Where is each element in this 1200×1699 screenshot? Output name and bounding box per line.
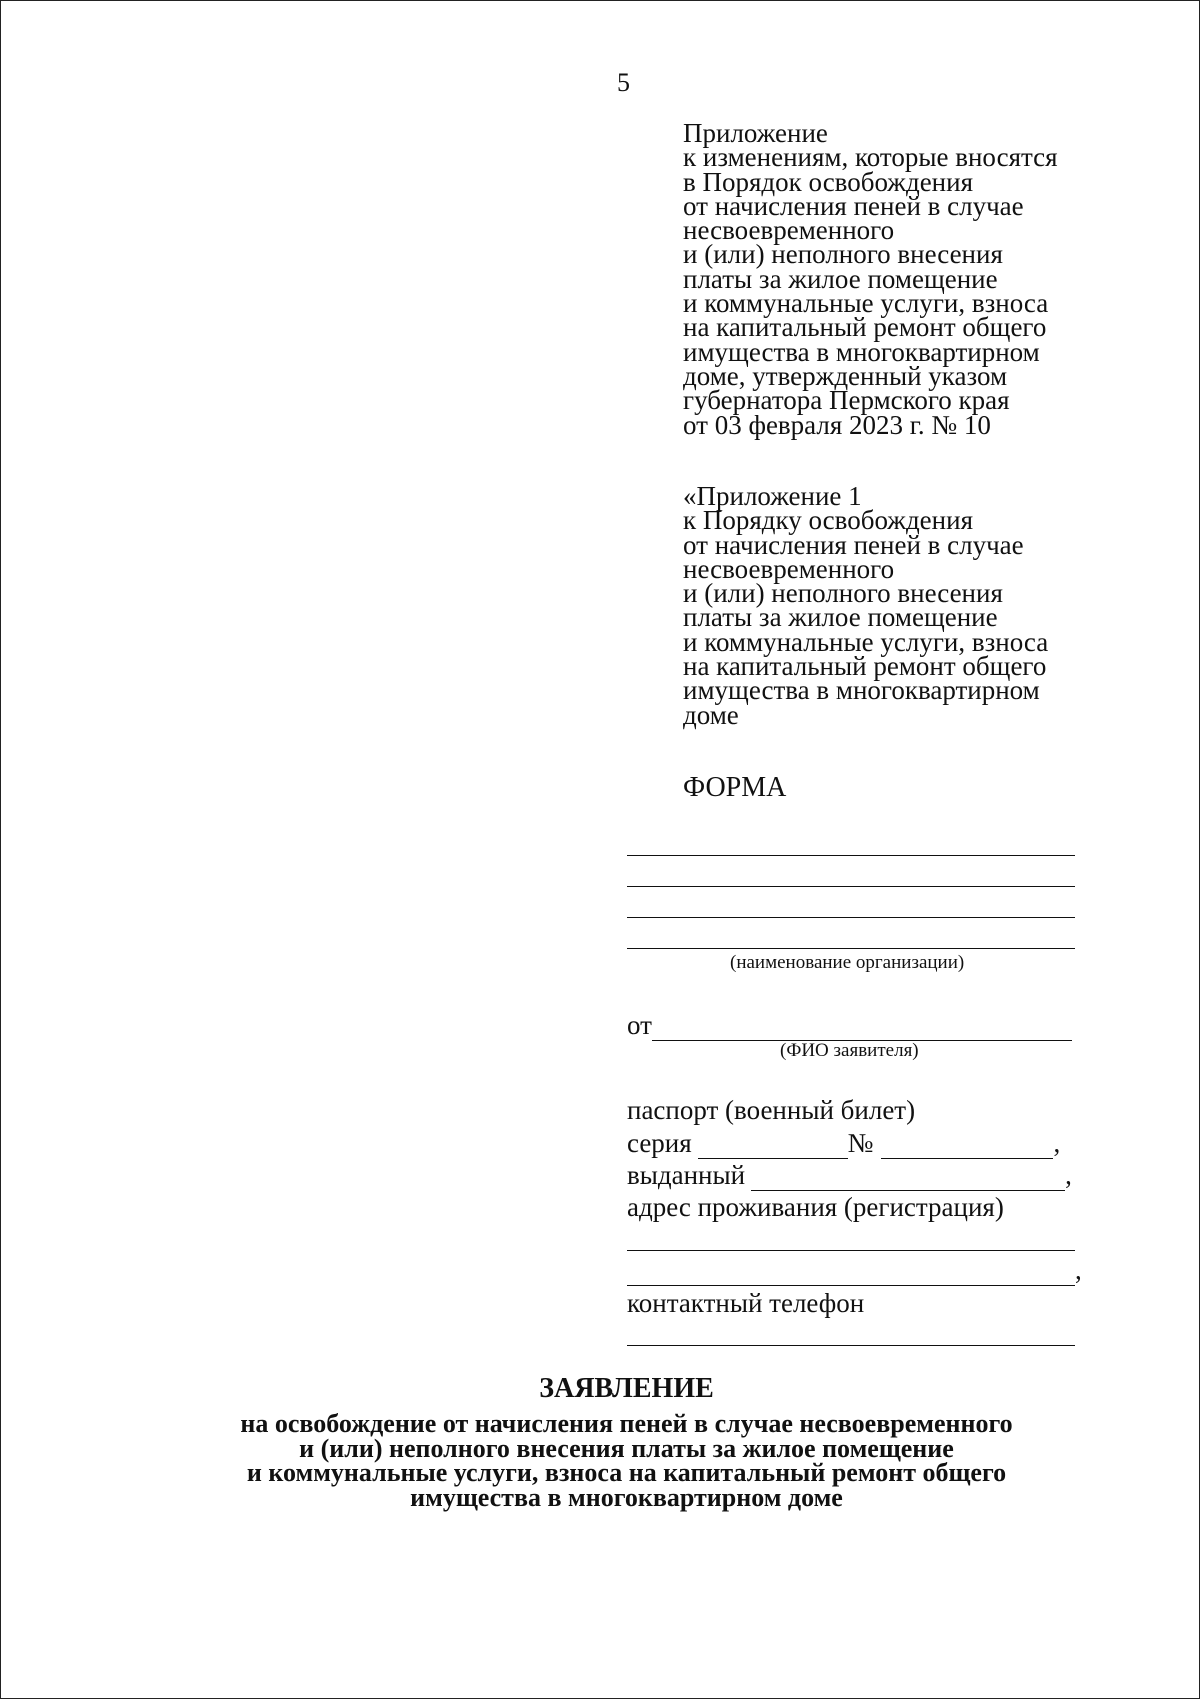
subtitle-line: и коммунальные услуги, взноса на капитальный ремонт общего — [246, 1458, 1007, 1487]
appendix-main-line: к изменениям, которые вносятся — [683, 142, 1058, 173]
appendix-main-heading — [683, 118, 1058, 440]
series-label: серия — [627, 1128, 692, 1158]
form-title: ФОРМА — [683, 772, 787, 803]
issued-comma: , — [1065, 1160, 1072, 1190]
address-second-row — [627, 1255, 1082, 1286]
appendix-main-line: и коммунальные услуги, взноса — [683, 288, 1049, 319]
address-field-line[interactable] — [627, 1250, 1075, 1251]
appendix-1-line: на капитальный ремонт общего — [683, 651, 1047, 682]
appendix-main-line: доме, утвержденный указом — [683, 360, 1008, 391]
appendix-main-line: от 03 февраля 2023 г. № 10 — [683, 409, 991, 440]
series-number-row — [627, 1128, 1060, 1159]
appendix-1-line: несвоевременного — [683, 553, 895, 584]
org-name-caption: (наименование организации) — [730, 952, 965, 973]
number-label: № — [847, 1128, 874, 1158]
org-name-line[interactable] — [627, 917, 1075, 918]
issued-label: выданный — [627, 1160, 746, 1190]
appendix-1-line: платы за жилое помещение — [683, 602, 998, 633]
appendix-main-line: Приложение — [683, 118, 828, 148]
series-comma: , — [1053, 1128, 1061, 1158]
appendix-main-line: и (или) неполного внесения — [683, 239, 1003, 270]
phone-row — [627, 1288, 864, 1319]
applicant-name-row — [627, 1010, 1072, 1041]
address-field-line[interactable] — [627, 1259, 1075, 1286]
subtitle-line: имущества в многоквартирном доме — [410, 1482, 843, 1512]
appendix-1-heading — [683, 481, 1049, 730]
appendix-main-line: имущества в многоквартирном — [683, 336, 1040, 367]
applicant-name-caption: (ФИО заявителя) — [780, 1040, 919, 1061]
appendix-1-line: имущества в многоквартирном — [683, 675, 1040, 706]
org-name-line[interactable] — [627, 886, 1075, 887]
from-label: от — [627, 1010, 652, 1040]
passport-row — [627, 1095, 915, 1126]
number-field[interactable] — [881, 1132, 1053, 1159]
applicant-name-field[interactable] — [652, 1014, 1072, 1041]
subtitle-line: и (или) неполного внесения платы за жилое помещение — [299, 1433, 954, 1463]
phone-field-line[interactable] — [627, 1345, 1075, 1346]
statement-subtitle — [0, 1409, 1200, 1512]
address-row — [627, 1192, 1004, 1223]
address-label: адрес проживания (регистрация) — [627, 1192, 1004, 1222]
issued-row — [627, 1160, 1072, 1191]
subtitle-line: на освобождение от начисления пеней в случае несвоевременного — [240, 1409, 1013, 1438]
appendix-1-line: доме — [683, 699, 739, 730]
appendix-main-line: несвоевременного — [683, 215, 895, 246]
appendix-main-line: от начисления пеней в случае — [683, 190, 1024, 221]
appendix-main-line: в Порядок освобождения — [683, 166, 973, 197]
address-comma: , — [1075, 1255, 1082, 1285]
passport-label: паспорт (военный билет) — [627, 1095, 916, 1125]
appendix-1-line: к Порядку освобождения — [683, 505, 973, 536]
appendix-1-line: «Приложение 1 — [683, 481, 862, 511]
issued-field[interactable] — [751, 1164, 1065, 1191]
statement-title: ЗАЯВЛЕНИЕ — [539, 1373, 714, 1404]
appendix-main-line: платы за жилое помещение — [683, 263, 998, 294]
series-field[interactable] — [698, 1132, 848, 1159]
appendix-1-line: и коммунальные услуги, взноса — [683, 626, 1049, 657]
appendix-main-line: на капитальный ремонт общего — [683, 312, 1047, 343]
appendix-1-line: от начисления пеней в случае — [683, 529, 1024, 560]
org-name-line[interactable] — [627, 855, 1075, 856]
appendix-main-line: губернатора Пермского края — [683, 385, 1010, 416]
appendix-1-line: и (или) неполного внесения — [683, 578, 1003, 609]
page-number: 5 — [617, 68, 630, 97]
org-name-line[interactable] — [627, 948, 1075, 949]
phone-label: контактный телефон — [627, 1288, 865, 1318]
